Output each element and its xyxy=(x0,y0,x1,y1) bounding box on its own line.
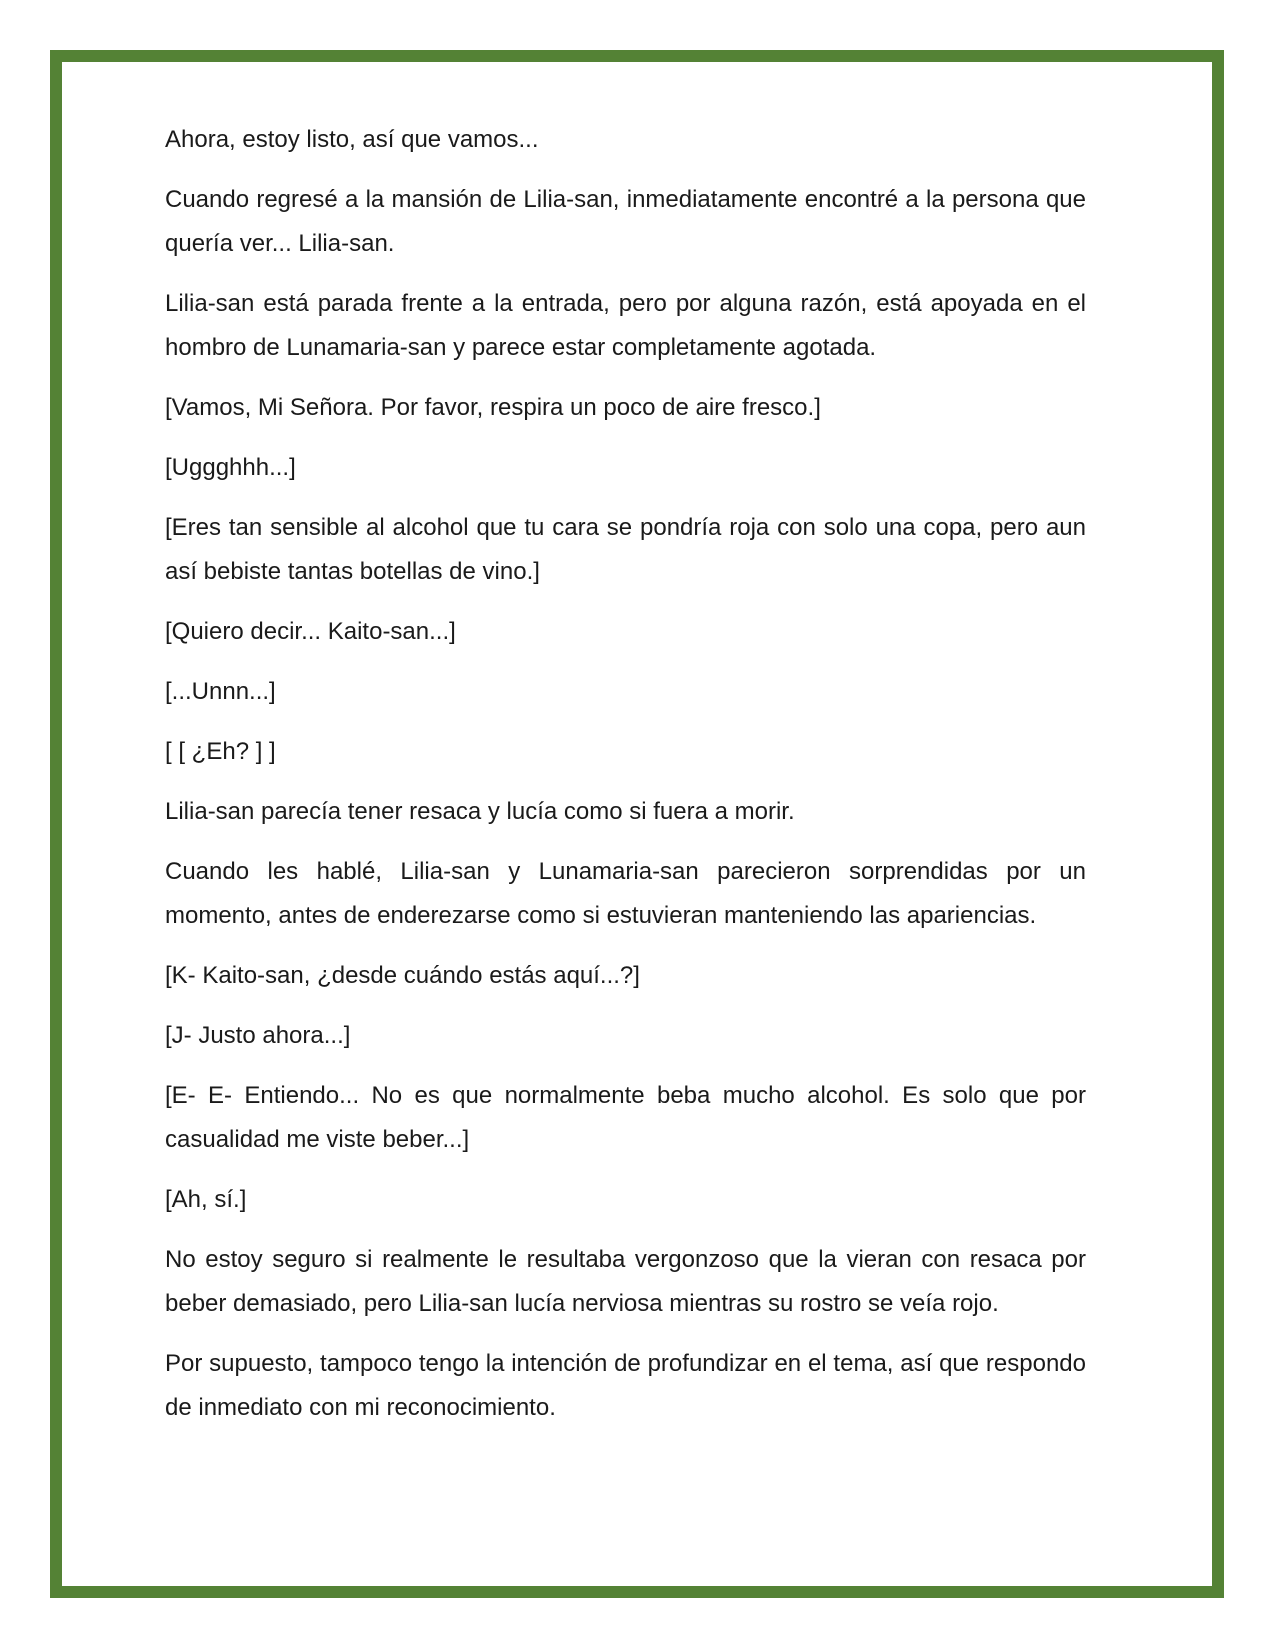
paragraph: Ahora, estoy listo, así que vamos... xyxy=(165,126,539,153)
paragraph: Lilia-san está parada frente a la entrada, pero por alguna razón, está apoyada en el hombro de Lunamaria-san y parece estar completamente agotada. xyxy=(165,290,1086,361)
dialogue-line: [Uggghhh...] xyxy=(165,454,296,481)
document-body xyxy=(165,118,1086,1446)
paragraph: Lilia-san parecía tener resaca y lucía como si fuera a morir. xyxy=(165,798,795,825)
paragraph: No estoy seguro si realmente le resultaba vergonzoso que la vieran con resaca por beber demasiado, pero Lilia-san lucía nerviosa mientras su rostro se veía rojo. xyxy=(165,1246,1086,1317)
dialogue-line: [K- Kaito-san, ¿desde cuándo estás aquí...?] xyxy=(165,962,640,989)
paragraph: Cuando les hablé, Lilia-san y Lunamaria-san parecieron sorprendidas por un momento, antes de enderezarse como si estuvieran manteniendo las apariencias. xyxy=(165,858,1086,929)
paragraph: Por supuesto, tampoco tengo la intención de profundizar en el tema, así que respondo de inmediato con mi reconocimiento. xyxy=(165,1350,1086,1421)
paragraph: Cuando regresé a la mansión de Lilia-san, inmediatamente encontré a la persona que quería ver... Lilia-san. xyxy=(165,186,1086,257)
dialogue-line: [Quiero decir... Kaito-san...] xyxy=(165,618,456,645)
dialogue-line: [E- E- Entiendo... No es que normalmente beba mucho alcohol. Es solo que por casualidad me viste beber...] xyxy=(165,1082,1086,1153)
dialogue-line: [ [ ¿Eh? ] ] xyxy=(165,738,276,765)
dialogue-line: [...Unnn...] xyxy=(165,678,276,705)
dialogue-line: [Ah, sí.] xyxy=(165,1186,247,1213)
dialogue-line: [J- Justo ahora...] xyxy=(165,1022,351,1049)
dialogue-line: [Vamos, Mi Señora. Por favor, respira un poco de aire fresco.] xyxy=(165,394,821,421)
dialogue-line: [Eres tan sensible al alcohol que tu cara se pondría roja con solo una copa, pero aun así bebiste tantas botellas de vino.] xyxy=(165,514,1086,585)
